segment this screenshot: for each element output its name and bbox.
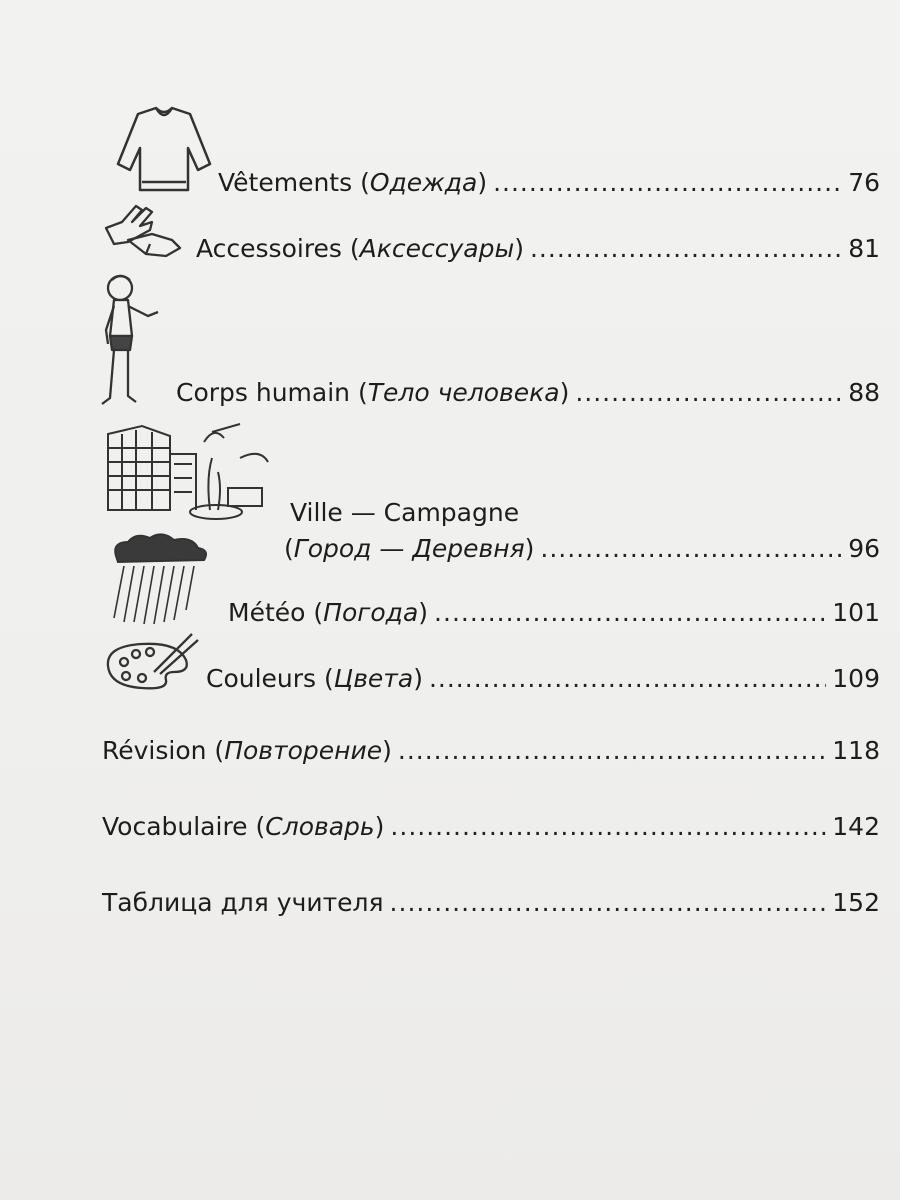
toc-entry[interactable]: [218, 168, 880, 212]
leader-dots: [493, 168, 842, 197]
toc-entry[interactable]: [102, 736, 880, 780]
toc-entry[interactable]: [196, 234, 880, 278]
toc-entry[interactable]: [206, 664, 880, 708]
toc-page-number: 88: [848, 378, 880, 407]
toc-entry[interactable]: [102, 812, 880, 856]
toc-entry-title: (Город — Деревня): [284, 534, 535, 563]
toc-entry[interactable]: [284, 534, 880, 578]
leader-dots: [434, 598, 826, 627]
toc-entry-title: Vocabulaire (Словарь): [102, 812, 385, 841]
leader-dots: [398, 736, 826, 765]
toc-entry-title-line1: Ville — Campagne: [290, 498, 520, 527]
leader-dots: [429, 664, 826, 693]
toc-page-number: 81: [848, 234, 880, 263]
toc-entry-title: Couleurs (Цвета): [206, 664, 423, 693]
leader-dots: [575, 378, 842, 407]
toc-page-number: 109: [832, 664, 880, 693]
toc-page-number: 142: [832, 812, 880, 841]
city-icon: [100, 418, 272, 524]
toc-page-number: 118: [832, 736, 880, 765]
toc-entry[interactable]: [102, 888, 880, 932]
toc-entry-title: Таблица для учителя: [102, 888, 384, 917]
toc-page-number: 101: [832, 598, 880, 627]
toc-entry-title: Accessoires (Аксессуары): [196, 234, 524, 263]
boy-icon: [98, 270, 164, 410]
toc-entry[interactable]: [228, 598, 880, 642]
palette-icon: [102, 630, 202, 692]
toc-entry-title: Météo (Погода): [228, 598, 429, 627]
rain-cloud-icon: [106, 532, 214, 626]
toc-page-number: 96: [848, 534, 880, 563]
leader-dots: [390, 812, 826, 841]
sweater-icon: [104, 104, 216, 196]
toc-page-number: 76: [848, 168, 880, 197]
toc-page-number: 152: [832, 888, 880, 917]
toc-entry-title: Vêtements (Одежда): [218, 168, 488, 197]
toc-entry-title: Révision (Повторение): [102, 736, 392, 765]
gloves-icon: [102, 200, 184, 260]
leader-dots: [390, 888, 827, 917]
leader-dots: [530, 234, 842, 263]
toc-entry-title: Corps humain (Тело человека): [176, 378, 570, 407]
toc-entry[interactable]: [176, 378, 880, 422]
leader-dots: [540, 534, 842, 563]
